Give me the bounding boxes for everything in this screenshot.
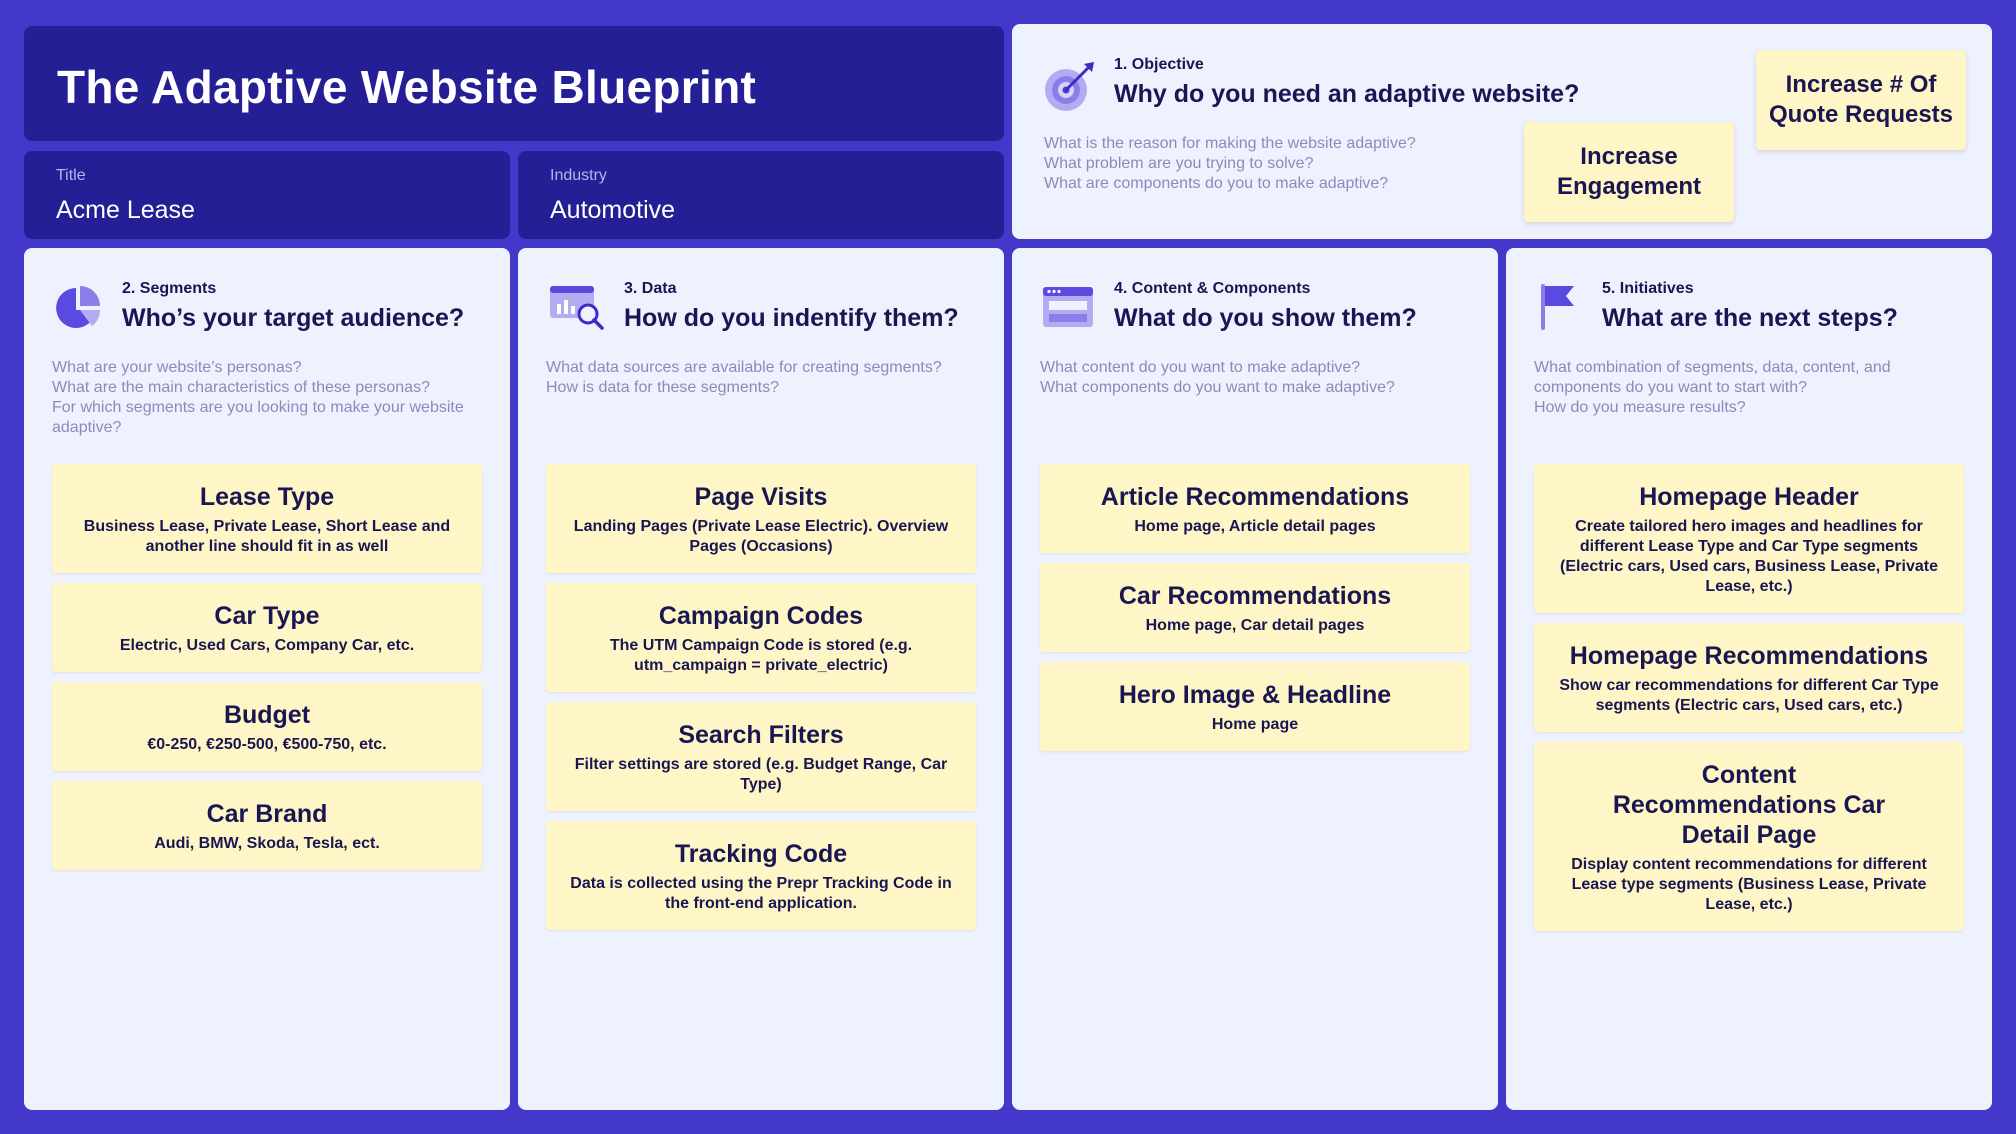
card-title: Search Filters xyxy=(678,721,844,749)
industry-field[interactable] xyxy=(518,151,1004,239)
initiative-card-homepage-recommendations[interactable] xyxy=(1534,623,1964,732)
card-title: Tracking Code xyxy=(674,840,848,868)
card-description: Business Lease, Private Lease, Short Lease and another line should fit in as well xyxy=(83,518,451,555)
content-card-article-recommendations[interactable] xyxy=(1040,464,1470,553)
data-question: How do you indentify them? xyxy=(624,304,959,332)
card-title: Homepage Header xyxy=(1639,483,1859,511)
industry-value[interactable]: Automotive xyxy=(550,196,676,224)
title-value[interactable]: Acme Lease xyxy=(56,196,195,224)
segment-card-car-type[interactable] xyxy=(52,583,482,672)
card-description: Home page xyxy=(1211,716,1299,733)
sticky-note-quote-requests[interactable]: Increase # Of Quote Requests xyxy=(1756,50,1966,150)
card-description: Filter settings are stored (e.g. Budget Range, Car Type) xyxy=(574,756,948,793)
card-title: Lease Type xyxy=(199,483,335,511)
card-description: Home page, Article detail pages xyxy=(1134,518,1376,535)
segments-hints: What are your website’s personas? What are the main characteristics of these personas? For which segments are you looking to make your website adaptive? xyxy=(52,359,464,436)
initiative-card-content-recommendations[interactable] xyxy=(1534,742,1964,931)
objective-step: 1. Objective xyxy=(1114,56,1204,73)
content-card-list xyxy=(1040,464,1470,761)
card-description: Display content recommendations for different Lease type segments (Business Lease, Private Lease, etc.) xyxy=(1571,856,1927,913)
content-panel xyxy=(1012,248,1498,1110)
segments-panel xyxy=(24,248,510,1110)
card-description: The UTM Campaign Code is stored (e.g. utm_campaign = private_electric) xyxy=(609,637,913,674)
industry-label: Industry xyxy=(550,167,607,184)
title-label: Title xyxy=(56,167,86,184)
card-title: Content Recommendations Car Detail Page xyxy=(1612,761,1886,849)
card-title: Budget xyxy=(223,701,311,729)
page-title: The Adaptive Website Blueprint xyxy=(57,61,757,113)
card-description: Audi, BMW, Skoda, Tesla, ect. xyxy=(154,835,380,852)
segment-card-car-brand[interactable] xyxy=(52,781,482,870)
segment-card-budget[interactable] xyxy=(52,682,482,771)
data-hints: What data sources are available for creating segments? How is data for these segments? xyxy=(546,359,942,396)
data-search-icon xyxy=(548,284,604,330)
data-step: 3. Data xyxy=(624,280,677,297)
flag-icon xyxy=(1536,282,1580,332)
card-description: Landing Pages (Private Lease Electric). Overview Pages (Occasions) xyxy=(573,518,949,555)
card-description: Show car recommendations for different Car Type segments (Electric cars, Used cars, etc.) xyxy=(1559,677,1939,714)
data-card-list xyxy=(546,464,976,940)
card-title: Campaign Codes xyxy=(658,602,864,630)
title-field[interactable] xyxy=(24,151,510,239)
objective-panel xyxy=(1012,24,1992,239)
card-title: Hero Image & Headline xyxy=(1118,681,1392,709)
target-icon xyxy=(1042,60,1098,114)
data-card-tracking-code[interactable] xyxy=(546,821,976,930)
initiatives-hints: What combination of segments, data, content, and components do you want to start with? How do you measure results? xyxy=(1534,359,1891,416)
data-panel xyxy=(518,248,1004,1110)
card-description: Home page, Car detail pages xyxy=(1145,617,1365,634)
initiatives-question: What are the next steps? xyxy=(1602,304,1898,332)
initiative-card-homepage-header[interactable] xyxy=(1534,464,1964,613)
segments-question: Who’s your target audience? xyxy=(122,304,465,332)
data-card-campaign-codes[interactable] xyxy=(546,583,976,692)
objective-hints: What is the reason for making the website adaptive? What problem are you trying to solve? What are components do you to make adaptive? xyxy=(1044,135,1416,192)
card-description: Electric, Used Cars, Company Car, etc. xyxy=(119,637,415,654)
data-card-page-visits[interactable] xyxy=(546,464,976,573)
card-title: Page Visits xyxy=(694,483,828,511)
card-description: €0-250, €250-500, €500-750, etc. xyxy=(147,736,387,753)
sticky-note-engagement[interactable]: Increase Engagement xyxy=(1524,122,1734,222)
content-card-car-recommendations[interactable] xyxy=(1040,563,1470,652)
content-hints: What content do you want to make adaptive? What components do you want to make adaptive? xyxy=(1040,359,1395,396)
objective-question: Why do you need an adaptive website? xyxy=(1114,80,1580,108)
initiatives-panel xyxy=(1506,248,1992,1110)
content-card-hero-image[interactable] xyxy=(1040,662,1470,751)
segment-card-lease-type[interactable] xyxy=(52,464,482,573)
initiatives-step: 5. Initiatives xyxy=(1602,280,1694,297)
segments-step: 2. Segments xyxy=(122,280,217,297)
initiatives-card-list xyxy=(1534,464,1964,941)
card-title: Article Recommendations xyxy=(1100,483,1410,511)
pie-chart-icon xyxy=(54,284,102,332)
card-title: Car Recommendations xyxy=(1118,582,1392,610)
content-step: 4. Content & Components xyxy=(1114,280,1311,297)
card-title: Car Brand xyxy=(206,800,328,828)
card-title: Homepage Recommendations xyxy=(1569,642,1929,670)
browser-window-icon xyxy=(1042,286,1094,328)
title-panel xyxy=(24,26,1004,141)
content-question: What do you show them? xyxy=(1114,304,1417,332)
card-title: Car Type xyxy=(214,602,320,630)
card-description: Create tailored hero images and headlines for different Lease Type and Car Type segments (Electric cars, Used cars, Business Lease, Private Lease, etc.) xyxy=(1560,518,1938,595)
segments-card-list xyxy=(52,464,482,880)
card-description: Data is collected using the Prepr Tracking Code in the front-end application. xyxy=(570,875,952,912)
data-card-search-filters[interactable] xyxy=(546,702,976,811)
